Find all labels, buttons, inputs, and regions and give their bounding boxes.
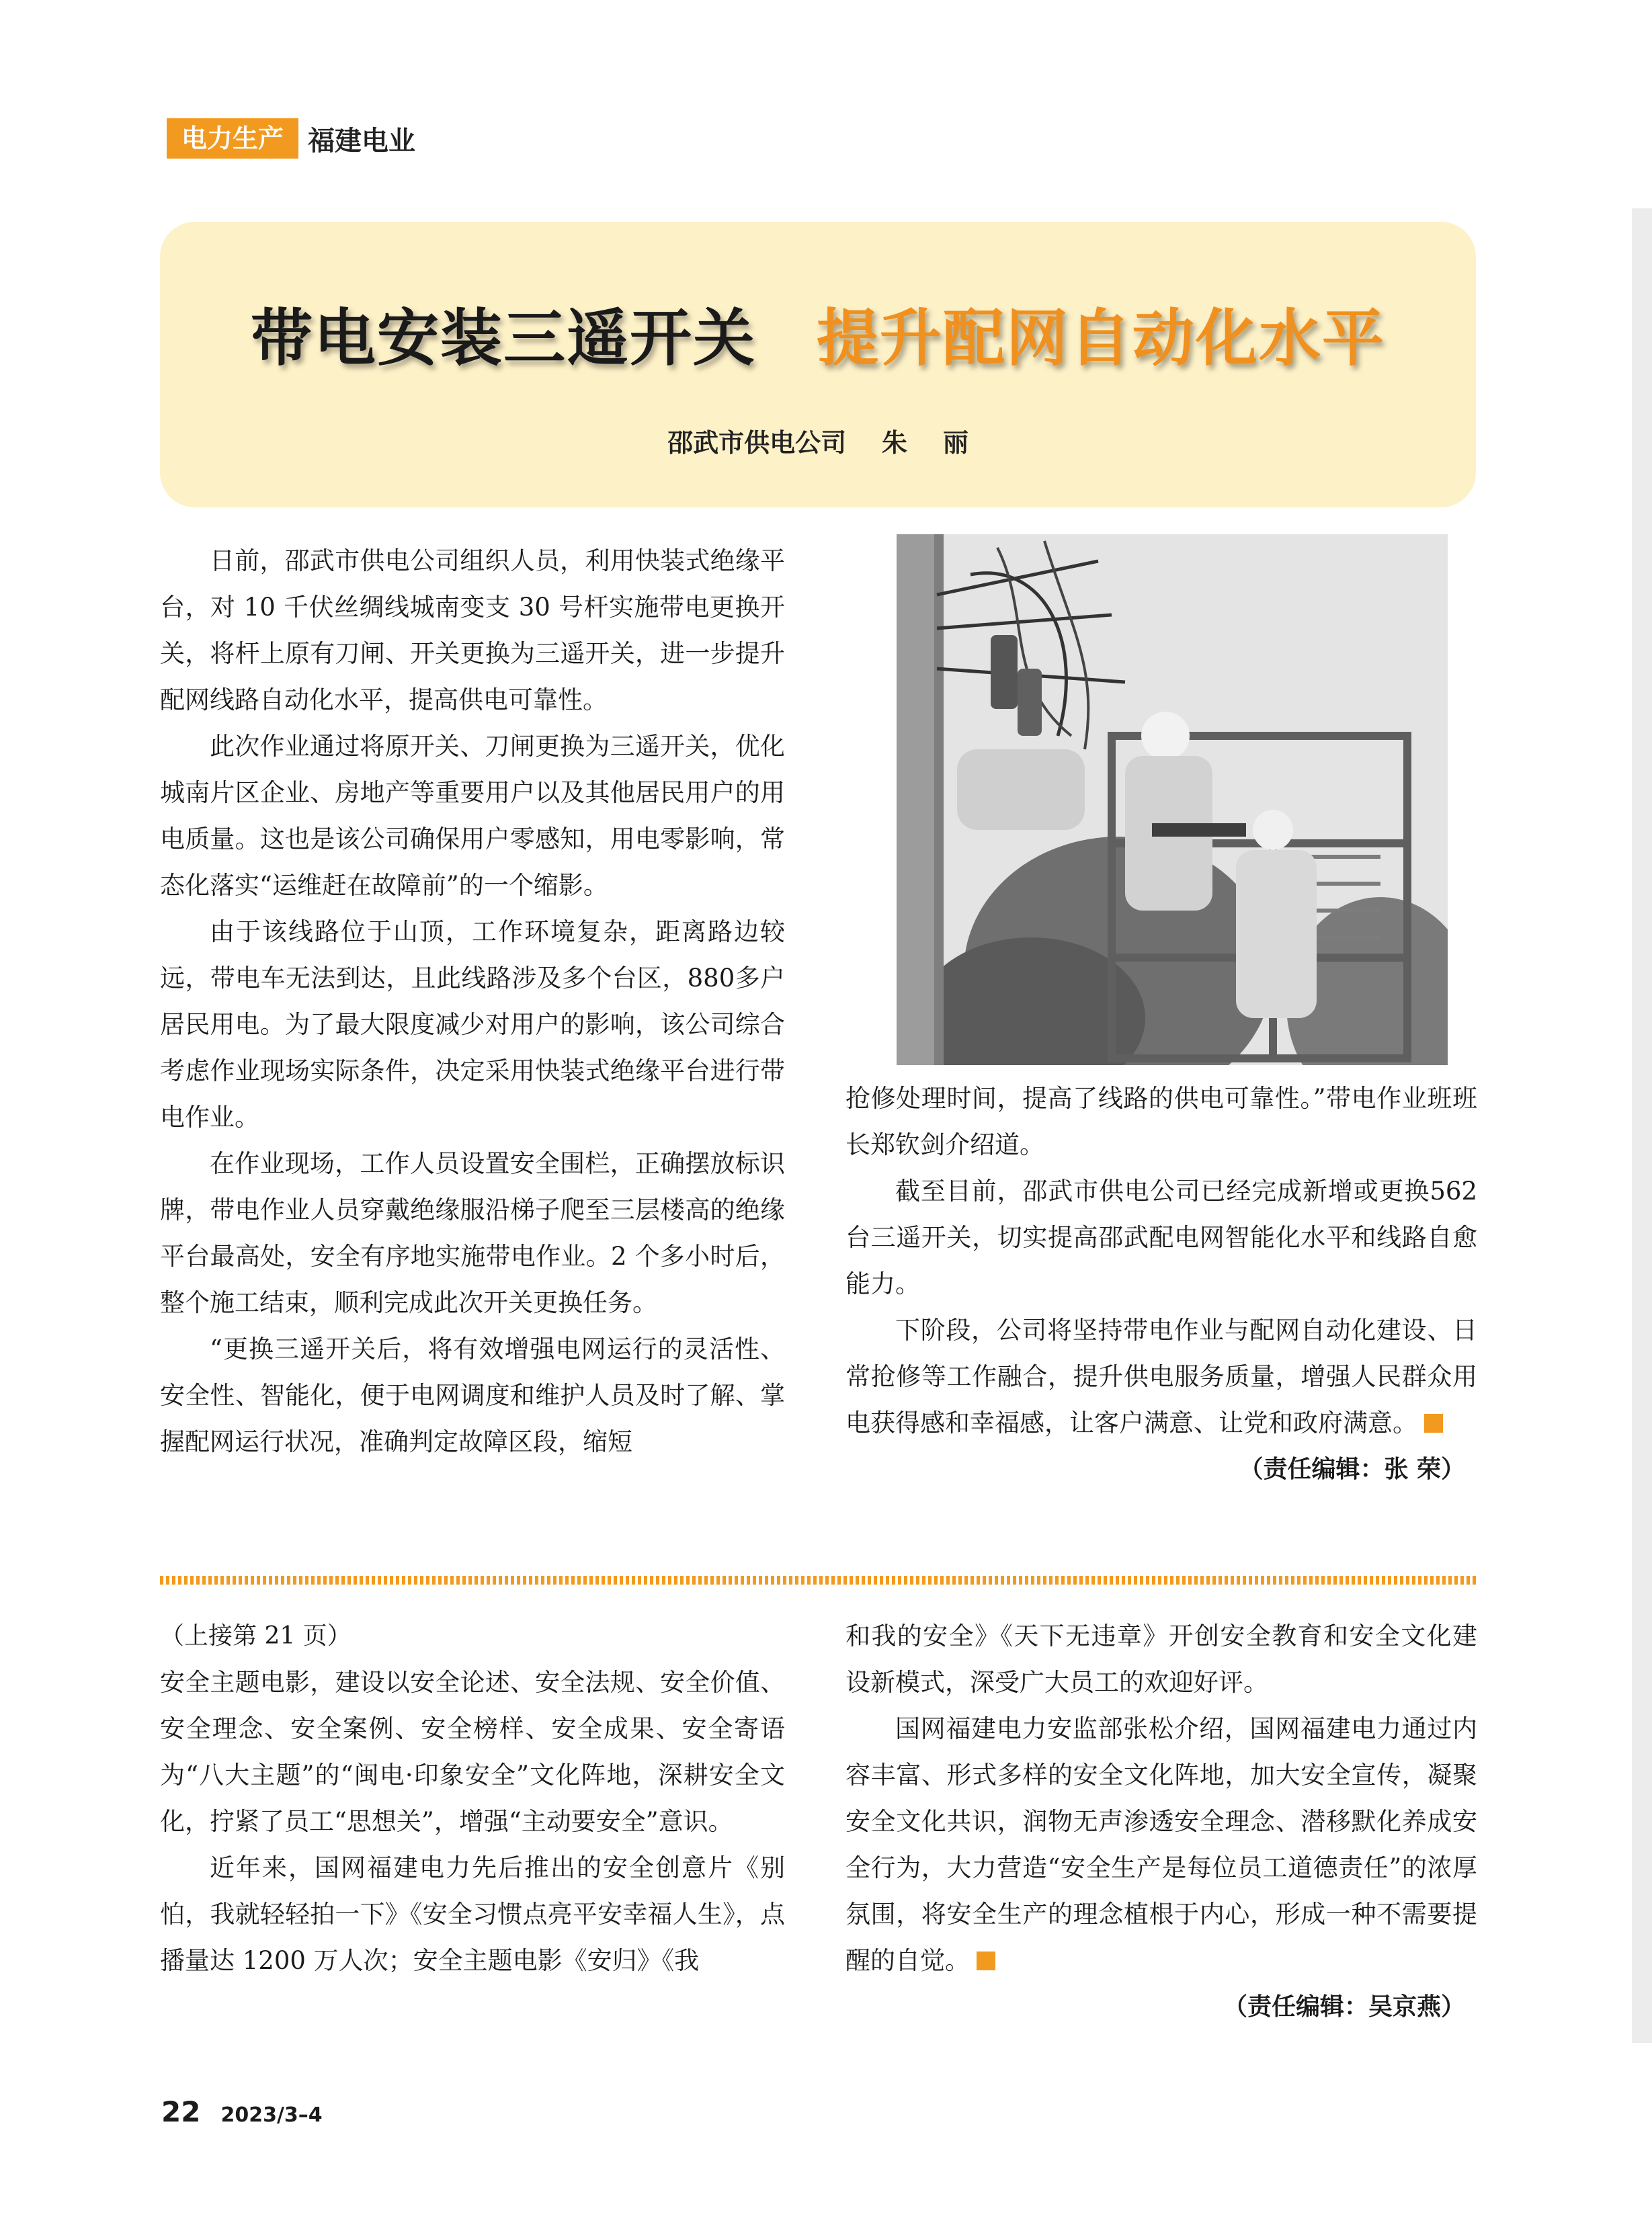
paragraph: 由于该线路位于山顶，工作环境复杂，距离路边较远，带电车无法到达，且此线路涉及多个台区，880多户居民用电。为了最大限度减少对用户的影响，该公司综合考虑作业现场实际条件，决定采用快装式绝缘平台进行带电作业。 [160, 917, 785, 1132]
end-mark-icon [1424, 1414, 1443, 1433]
paragraph: 近年来，国网福建电力先后推出的安全创意片《别怕，我就轻轻拍一下》《安全习惯点亮平安幸福人生》，点播量达 1200 万人次；安全主题电影《安归》《我 [160, 1853, 785, 1975]
section-label: 电力生产 [167, 118, 298, 159]
continued-column-right [845, 1613, 1477, 2030]
paragraph: 截至目前，邵武市供电公司已经完成新增或更换562 台三遥开关，切实提高邵武配电网智能化水平和线路自愈能力。 [845, 1177, 1477, 1298]
article-column-left [160, 538, 785, 1465]
article-photo [897, 534, 1448, 1065]
section-header [167, 118, 415, 159]
paragraph-text: 下阶段，公司将坚持带电作业与配网自动化建设、日常抢修等工作融合，提升供电服务质量，增强人民群众用电获得感和幸福感，让客户满意、让党和政府满意。 [845, 1316, 1477, 1437]
paragraph: “更换三遥开关后，将有效增强电网运行的灵活性、安全性、智能化，便于电网调度和维护人员及时了解、掌握配网运行状况，准确判定故障区段，缩短 [160, 1335, 785, 1456]
paragraph-text: 国网福建电力安监部张松介绍，国网福建电力通过内容丰富、形式多样的安全文化阵地，加大安全宣传，凝聚安全文化共识，润物无声渗透安全理念、潜移默化养成安全行为，大力营造“安全生产是每位员工道德责任”的浓厚氛围，将安全生产的理念植根于内心，形成一种不需要提醒的自觉。 [845, 1714, 1477, 1975]
page-edge-bar [1632, 208, 1652, 2043]
title-box [160, 222, 1476, 507]
editor-credit: （责任编辑：张 荣） [1239, 1456, 1465, 1483]
editor-credit: （责任编辑：吴京燕） [1223, 1993, 1465, 2021]
byline: 邵武市供电公司 朱 丽 [667, 428, 968, 458]
paragraph: 抢修处理时间，提高了线路的供电可靠性。”带电作业班班长郑钦剑介绍道。 [845, 1084, 1477, 1159]
magazine-name: 福建电业 [308, 125, 416, 157]
dotted-divider [160, 1576, 1477, 1585]
end-mark-icon [977, 1951, 995, 1970]
paragraph [845, 1706, 1477, 1984]
page-footer [161, 2095, 323, 2128]
continued-column-left [160, 1613, 785, 1984]
paragraph [845, 1307, 1477, 1446]
paragraph: 日前，邵武市供电公司组织人员，利用快装式绝缘平台，对 10 千伏丝绸线城南变支 30 号杆实施带电更换开关，将杆上原有刀闸、开关更换为三遥开关，进一步提升配网线路自动化水平，提高供电可靠性。 [160, 546, 785, 714]
title-part-2: 提升配网自动化水平 [817, 302, 1386, 374]
continued-note: （上接第 21 页） [160, 1622, 352, 1650]
article-column-right [845, 1075, 1477, 1493]
issue-date: 2023/3–4 [220, 2103, 323, 2127]
article-title [160, 289, 1476, 378]
paragraph: 在作业现场，工作人员设置安全围栏，正确摆放标识牌，带电作业人员穿戴绝缘服沿梯子爬至三层楼高的绝缘平台最高处，安全有序地实施带电作业。2 个多小时后，整个施工结束，顺利完成此次开关更换任务。 [160, 1149, 785, 1317]
paragraph: 和我的安全》《天下无违章》开创安全教育和安全文化建设新模式，深受广大员工的欢迎好评。 [845, 1622, 1477, 1697]
paragraph: 安全主题电影，建设以安全论述、安全法规、安全价值、安全理念、安全案例、安全榜样、安全成果、安全寄语为“八大主题”的“闽电·印象安全”文化阵地，深耕安全文化，拧紧了员工“思想关”，增强“主动要安全”意识。 [160, 1668, 785, 1836]
paragraph: 此次作业通过将原开关、刀闸更换为三遥开关，优化城南片区企业、房地产等重要用户以及其他居民用户的用电质量。这也是该公司确保用户零感知，用电零影响，常态化落实“运维赶在故障前”的一个缩影。 [160, 732, 785, 900]
page-number: 22 [161, 2095, 201, 2128]
live-work-photo [897, 534, 1448, 1065]
title-part-1: 带电安装三遥开关 [250, 302, 756, 374]
